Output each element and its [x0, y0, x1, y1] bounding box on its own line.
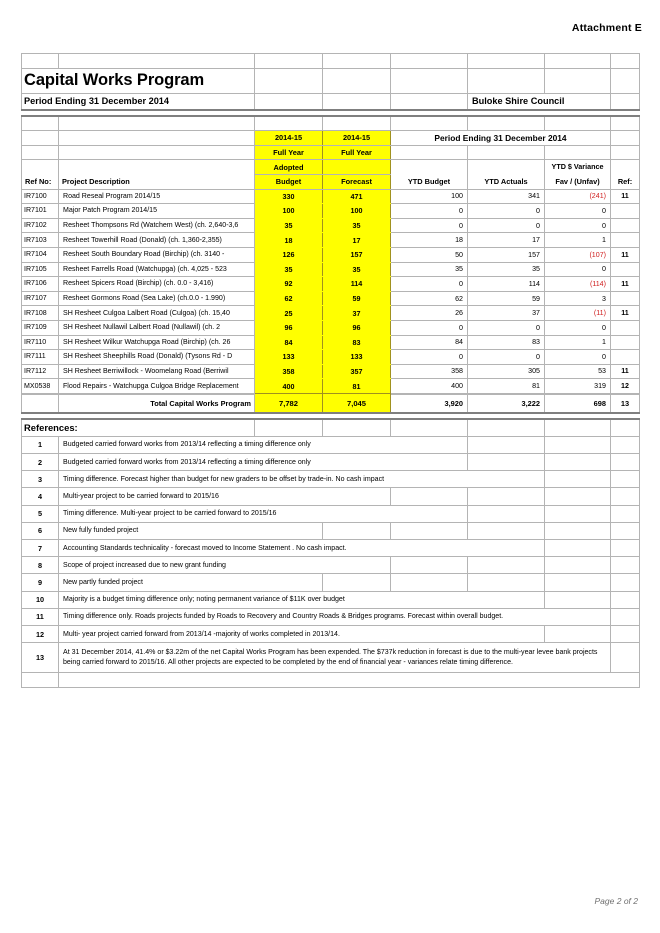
table-row: [22, 277, 640, 292]
blank-cell: [22, 131, 59, 146]
row-adopted-budget: 133: [255, 350, 323, 365]
period-ending-header: Period Ending 31 December 2014: [391, 131, 611, 146]
row-ytd-budget: 50: [391, 247, 468, 262]
row-ytd-actuals: 35: [468, 262, 545, 277]
row-forecast: 17: [323, 233, 391, 248]
blank-cell: [611, 68, 640, 93]
blank-cell: [611, 471, 640, 488]
reference-row: [22, 540, 640, 557]
row-adopted-budget: 35: [255, 218, 323, 233]
row-ref: [611, 262, 640, 277]
reference-text: Accounting Standards technicality - forecast moved to Income Statement . No cash impact.: [59, 540, 545, 557]
row-ytd-actuals: 0: [468, 350, 545, 365]
blank-row-top: [22, 54, 640, 69]
row-ytd-actuals: 37: [468, 306, 545, 321]
column-header-row-1: [22, 131, 640, 146]
blank-cell: [545, 522, 611, 539]
blank-cell: [22, 673, 59, 688]
blank-cell: [611, 54, 640, 69]
row-ytd-budget: 62: [391, 291, 468, 306]
blank-cell: [545, 145, 611, 160]
blank-cell: [255, 68, 323, 93]
row-adopted-budget: 35: [255, 262, 323, 277]
table-row: [22, 306, 640, 321]
reference-row: [22, 591, 640, 608]
row-project-description: Flood Repairs - Watchupga Culgoa Bridge Replacement: [59, 379, 255, 394]
row-project-description: Resheet Spicers Road (Birchip) (ch. 0.0 - 3,416): [59, 277, 255, 292]
column-header-variance: Fav / (Unfav): [545, 174, 611, 189]
row-project-description: Resheet South Boundary Road (Birchip) (ch. 3140 -: [59, 247, 255, 262]
table-row: [22, 247, 640, 262]
subtitle-row: [22, 93, 640, 110]
row-variance: 0: [545, 320, 611, 335]
reference-text: Scope of project increased due to new grant funding: [59, 557, 391, 574]
reference-index: 10: [22, 591, 59, 608]
blank-cell: [391, 160, 468, 175]
blank-cell: [468, 116, 545, 131]
blank-cell: [391, 54, 468, 69]
reference-index: 5: [22, 505, 59, 522]
row-ref-no: IR7104: [22, 247, 59, 262]
blank-cell: [323, 419, 391, 437]
references-heading: References:: [22, 419, 255, 437]
row-forecast: 157: [323, 247, 391, 262]
reference-index: 6: [22, 522, 59, 539]
blank-cell: [323, 93, 391, 110]
row-ytd-actuals: 59: [468, 291, 545, 306]
blank-cell: [468, 574, 545, 591]
row-ref-no: IR7105: [22, 262, 59, 277]
row-forecast: 471: [323, 189, 391, 204]
blank-cell: [255, 419, 323, 437]
blank-cell: [468, 522, 545, 539]
blank-cell: [611, 608, 640, 625]
row-project-description: SH Resheet Berriwillock - Woomelang Road (Berriwil: [59, 364, 255, 379]
row-ytd-actuals: 305: [468, 364, 545, 379]
row-ytd-actuals: 81: [468, 379, 545, 394]
blank-cell: [545, 454, 611, 471]
blank-cell: [545, 54, 611, 69]
row-ref-no: MX0538: [22, 379, 59, 394]
blank-cell: [468, 505, 545, 522]
table-row: [22, 350, 640, 365]
row-ref: 11: [611, 247, 640, 262]
blank-cell: [391, 419, 468, 437]
blank-cell: [611, 540, 640, 557]
row-forecast: 81: [323, 379, 391, 394]
blank-cell: [545, 471, 611, 488]
row-variance: (107): [545, 247, 611, 262]
row-project-description: Road Reseal Program 2014/15: [59, 189, 255, 204]
blank-cell: [611, 557, 640, 574]
blank-cell: [611, 625, 640, 642]
blank-cell: [391, 574, 468, 591]
row-forecast: 357: [323, 364, 391, 379]
adopted-budget-header-line3: Adopted: [255, 160, 323, 175]
blank-cell: [545, 436, 611, 453]
row-project-description: SH Resheet Sheephills Road (Donald) (Tysons Rd - D: [59, 350, 255, 365]
reference-index: 13: [22, 643, 59, 673]
blank-cell: [323, 54, 391, 69]
reference-text: Majority is a budget timing difference only; noting permanent variance of $11K over budget: [59, 591, 545, 608]
row-adopted-budget: 18: [255, 233, 323, 248]
row-ref: 11: [611, 364, 640, 379]
row-adopted-budget: 330: [255, 189, 323, 204]
blank-cell: [59, 131, 255, 146]
reference-row: [22, 557, 640, 574]
total-row: [22, 394, 640, 413]
row-project-description: Resheet Towerhill Road (Donald) (ch. 1,360-2,355): [59, 233, 255, 248]
total-label: Total Capital Works Program: [59, 394, 255, 413]
row-ref-no: IR7108: [22, 306, 59, 321]
blank-cell: [323, 116, 391, 131]
blank-cell: [545, 557, 611, 574]
column-header-ref: Ref:: [611, 174, 640, 189]
row-variance: (241): [545, 189, 611, 204]
table-row: [22, 364, 640, 379]
row-adopted-budget: 100: [255, 204, 323, 219]
row-ytd-actuals: 17: [468, 233, 545, 248]
blank-cell: [545, 488, 611, 505]
row-ref-no: IR7110: [22, 335, 59, 350]
reference-row: [22, 471, 640, 488]
row-ytd-budget: 0: [391, 277, 468, 292]
row-ytd-budget: 26: [391, 306, 468, 321]
row-forecast: 96: [323, 320, 391, 335]
blank-cell: [323, 574, 391, 591]
row-ytd-budget: 0: [391, 350, 468, 365]
row-adopted-budget: 62: [255, 291, 323, 306]
row-project-description: SH Resheet Nullawil Lalbert Road (Nullawil) (ch. 2: [59, 320, 255, 335]
blank-cell: [545, 591, 611, 608]
reference-row: [22, 488, 640, 505]
blank-cell: [22, 54, 59, 69]
blank-cell: [59, 54, 255, 69]
column-header-adopted-budget: Budget: [255, 174, 323, 189]
reference-row: [22, 625, 640, 642]
row-forecast: 35: [323, 218, 391, 233]
row-ytd-budget: 0: [391, 204, 468, 219]
blank-row-bottom: [22, 673, 640, 688]
table-row: [22, 291, 640, 306]
row-adopted-budget: 96: [255, 320, 323, 335]
blank-cell: [611, 93, 640, 110]
reference-text: Timing difference. Multi-year project to be carried forward to 2015/16: [59, 505, 468, 522]
row-ref-no: IR7103: [22, 233, 59, 248]
reference-text: New partly funded project: [59, 574, 323, 591]
total-ytd-actuals: 3,222: [468, 394, 545, 413]
row-ref: 11: [611, 189, 640, 204]
blank-cell: [59, 116, 255, 131]
total-and-references-table: [21, 394, 640, 688]
row-variance: 1: [545, 335, 611, 350]
row-adopted-budget: 92: [255, 277, 323, 292]
row-ytd-actuals: 83: [468, 335, 545, 350]
reference-index: 9: [22, 574, 59, 591]
blank-cell: [611, 160, 640, 175]
reference-index: 2: [22, 454, 59, 471]
attachment-label: Attachment E: [571, 22, 642, 34]
reference-index: 7: [22, 540, 59, 557]
reference-index: 11: [22, 608, 59, 625]
total-adopted-budget: 7,782: [255, 394, 323, 413]
capital-works-table: [21, 53, 640, 394]
row-variance: 319: [545, 379, 611, 394]
table-body: [22, 54, 640, 190]
blank-cell: [611, 131, 640, 146]
row-adopted-budget: 25: [255, 306, 323, 321]
row-ref-no: IR7101: [22, 204, 59, 219]
blank-cell: [468, 436, 545, 453]
blank-cell: [468, 54, 545, 69]
reference-index: 3: [22, 471, 59, 488]
reference-text: Multi- year project carried forward from 2013/14 -majority of works completed in 2013/14.: [59, 625, 545, 642]
reference-text: New fully funded project: [59, 522, 323, 539]
page-title: Capital Works Program: [22, 68, 255, 93]
row-ytd-actuals: 0: [468, 218, 545, 233]
row-project-description: Resheet Gormons Road (Sea Lake) (ch.0.0 - 1.990): [59, 291, 255, 306]
variance-header-line1: YTD $ Variance: [545, 160, 611, 175]
row-forecast: 35: [323, 262, 391, 277]
blank-cell: [391, 145, 468, 160]
row-ref: [611, 320, 640, 335]
blank-cell: [611, 116, 640, 131]
forecast-header-blank: [323, 160, 391, 175]
reference-row: [22, 522, 640, 539]
row-ref: 11: [611, 277, 640, 292]
row-ref-no: IR7111: [22, 350, 59, 365]
row-ytd-budget: 35: [391, 262, 468, 277]
row-forecast: 83: [323, 335, 391, 350]
row-ytd-budget: 0: [391, 320, 468, 335]
blank-cell: [255, 93, 323, 110]
row-variance: 53: [545, 364, 611, 379]
row-forecast: 37: [323, 306, 391, 321]
row-project-description: SH Resheet Culgoa Lalbert Road (Culgoa) (ch. 15,40: [59, 306, 255, 321]
reference-row: [22, 505, 640, 522]
row-forecast: 100: [323, 204, 391, 219]
organisation-name: Buloke Shire Council: [468, 93, 611, 110]
blank-cell: [391, 557, 468, 574]
blank-cell: [611, 591, 640, 608]
page-number-footer: Page 2 of 2: [594, 896, 638, 906]
table-row: [22, 379, 640, 394]
table-row: [22, 233, 640, 248]
row-forecast: 133: [323, 350, 391, 365]
table-row: [22, 262, 640, 277]
row-variance: 0: [545, 218, 611, 233]
blank-cell: [545, 505, 611, 522]
table-row: [22, 204, 640, 219]
column-header-forecast: Forecast: [323, 174, 391, 189]
blank-cell: [468, 557, 545, 574]
row-forecast: 59: [323, 291, 391, 306]
row-ytd-budget: 358: [391, 364, 468, 379]
blank-cell: [611, 145, 640, 160]
reference-index: 4: [22, 488, 59, 505]
blank-cell: [545, 540, 611, 557]
blank-cell: [22, 145, 59, 160]
table-row: [22, 320, 640, 335]
reference-row: [22, 608, 640, 625]
blank-cell: [611, 643, 640, 673]
blank-cell: [545, 68, 611, 93]
row-project-description: Resheet Farrells Road (Watchupga) (ch. 4,025 - 523: [59, 262, 255, 277]
row-variance: 0: [545, 350, 611, 365]
adopted-budget-header-line1: 2014-15: [255, 131, 323, 146]
blank-cell: [611, 454, 640, 471]
table-row: [22, 189, 640, 204]
row-ref-no: IR7107: [22, 291, 59, 306]
row-ref-no: IR7102: [22, 218, 59, 233]
row-ref: 12: [611, 379, 640, 394]
forecast-header-line2: Full Year: [323, 145, 391, 160]
total-ytd-budget: 3,920: [391, 394, 468, 413]
row-ytd-budget: 18: [391, 233, 468, 248]
reference-row: [22, 436, 640, 453]
reference-text: Budgeted carried forward works from 2013/14 reflecting a timing difference only: [59, 436, 468, 453]
blank-cell: [611, 505, 640, 522]
column-header-row-4: [22, 174, 640, 189]
total-forecast: 7,045: [323, 394, 391, 413]
blank-cell: [22, 116, 59, 131]
total-blank: [22, 394, 59, 413]
row-variance: 1: [545, 233, 611, 248]
blank-cell: [59, 160, 255, 175]
blank-cell: [255, 54, 323, 69]
reference-text: Timing difference. Forecast higher than budget for new graders to be offset by trade-in. No cash impact: [59, 471, 545, 488]
row-ref: [611, 218, 640, 233]
blank-cell: [391, 116, 468, 131]
blank-cell: [611, 574, 640, 591]
row-ref: [611, 335, 640, 350]
row-ytd-budget: 84: [391, 335, 468, 350]
column-header-row-2: [22, 145, 640, 160]
blank-cell: [59, 145, 255, 160]
column-header-ref-no: Ref No:: [22, 174, 59, 189]
total-ref: 13: [611, 394, 640, 413]
blank-cell: [468, 145, 545, 160]
blank-cell: [468, 454, 545, 471]
blank-cell: [468, 160, 545, 175]
references-heading-row: [22, 419, 640, 437]
row-project-description: Major Patch Program 2014/15: [59, 204, 255, 219]
row-adopted-budget: 358: [255, 364, 323, 379]
row-adopted-budget: 126: [255, 247, 323, 262]
blank-cell: [545, 116, 611, 131]
blank-cell: [323, 68, 391, 93]
row-ref: [611, 350, 640, 365]
reference-text: At 31 December 2014, 41.4% or $3.22m of the net Capital Works Program has been expended. The $737k reduction in forecast is due to the multi-year levee bank projects being carried forward to 2015/16. All other projects are expected to be completed by the end of financial year - variances relate timing difference.: [59, 643, 611, 673]
row-variance: 0: [545, 204, 611, 219]
row-ytd-actuals: 157: [468, 247, 545, 262]
blank-cell: [611, 436, 640, 453]
blank-cell: [255, 116, 323, 131]
row-ytd-budget: 400: [391, 379, 468, 394]
reference-text: Timing difference only. Roads projects funded by Roads to Recovery and Country Roads & Bridges programs. Forecast within overall budget.: [59, 608, 611, 625]
blank-cell: [545, 574, 611, 591]
row-adopted-budget: 400: [255, 379, 323, 394]
column-header-row-3: [22, 160, 640, 175]
table-row: [22, 335, 640, 350]
total-variance: 698: [545, 394, 611, 413]
blank-cell: [468, 488, 545, 505]
blank-cell: [611, 488, 640, 505]
row-ref-no: IR7100: [22, 189, 59, 204]
row-adopted-budget: 84: [255, 335, 323, 350]
blank-cell: [468, 68, 545, 93]
reference-text: Multi-year project to be carried forward to 2015/16: [59, 488, 391, 505]
blank-cell: [545, 419, 611, 437]
blank-cell: [611, 419, 640, 437]
row-ytd-budget: 100: [391, 189, 468, 204]
table-row: [22, 218, 640, 233]
row-forecast: 114: [323, 277, 391, 292]
forecast-header-line1: 2014-15: [323, 131, 391, 146]
row-variance: (114): [545, 277, 611, 292]
blank-row-2: [22, 116, 640, 131]
row-ytd-actuals: 114: [468, 277, 545, 292]
reference-index: 1: [22, 436, 59, 453]
reference-text: Budgeted carried forward works from 2013/14 reflecting a timing difference only: [59, 454, 468, 471]
blank-cell: [468, 419, 545, 437]
blank-cell: [391, 93, 468, 110]
reference-index: 8: [22, 557, 59, 574]
row-ref: [611, 233, 640, 248]
row-ref-no: IR7109: [22, 320, 59, 335]
reference-row: [22, 643, 640, 673]
row-variance: (11): [545, 306, 611, 321]
row-project-description: Resheet Thompsons Rd (Watchem West) (ch. 2,640-3,6: [59, 218, 255, 233]
blank-cell: [22, 160, 59, 175]
capital-works-sheet: [21, 53, 639, 688]
row-ref: [611, 204, 640, 219]
row-ytd-actuals: 341: [468, 189, 545, 204]
row-ytd-actuals: 0: [468, 204, 545, 219]
title-row: [22, 68, 640, 93]
row-ref: [611, 291, 640, 306]
row-ref-no: IR7112: [22, 364, 59, 379]
blank-cell: [391, 488, 468, 505]
row-ref-no: IR7106: [22, 277, 59, 292]
blank-cell: [59, 673, 640, 688]
reference-row: [22, 454, 640, 471]
column-header-project-description: Project Description: [59, 174, 255, 189]
row-ytd-actuals: 0: [468, 320, 545, 335]
row-ytd-budget: 0: [391, 218, 468, 233]
blank-cell: [545, 625, 611, 642]
reference-row: [22, 574, 640, 591]
row-variance: 3: [545, 291, 611, 306]
blank-cell: [611, 522, 640, 539]
column-header-ytd-actuals: YTD Actuals: [468, 174, 545, 189]
reference-index: 12: [22, 625, 59, 642]
blank-cell: [323, 522, 391, 539]
column-header-ytd-budget: YTD Budget: [391, 174, 468, 189]
row-variance: 0: [545, 262, 611, 277]
row-ref: 11: [611, 306, 640, 321]
blank-cell: [391, 68, 468, 93]
adopted-budget-header-line2: Full Year: [255, 145, 323, 160]
blank-cell: [391, 522, 468, 539]
row-project-description: SH Resheet Wilkur Watchupga Road (Birchip) (ch. 26: [59, 335, 255, 350]
report-period-subtitle: Period Ending 31 December 2014: [22, 93, 255, 110]
